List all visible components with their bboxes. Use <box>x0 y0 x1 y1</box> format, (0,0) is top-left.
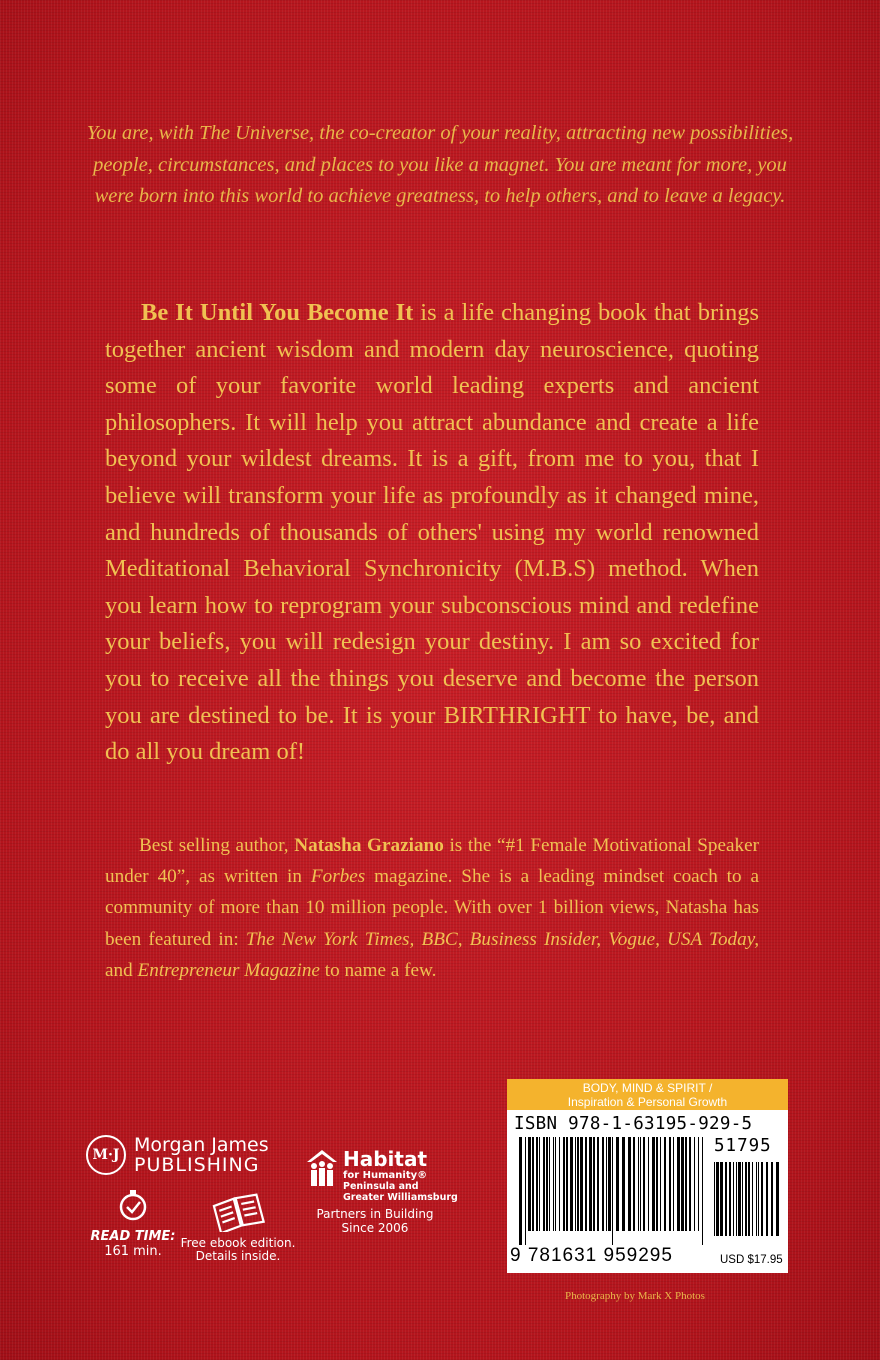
barcode-bar <box>628 1137 631 1231</box>
ebook-icon <box>210 1190 266 1232</box>
habitat-line-3: Peninsula and <box>343 1181 419 1192</box>
stopwatch-icon <box>116 1188 150 1222</box>
barcode-bar <box>546 1137 548 1231</box>
barcode-bar <box>616 1137 619 1231</box>
publisher-logo <box>86 1135 269 1175</box>
habitat-line-2: for Humanity® <box>343 1170 428 1181</box>
author-bio <box>105 830 759 986</box>
addon-number: 51795 <box>714 1136 772 1156</box>
isbn-text: ISBN 978-1-63195-929-5 <box>514 1114 753 1134</box>
barcode-bar <box>597 1137 599 1231</box>
barcode-bar <box>736 1162 737 1236</box>
book-title: Be It Until You Become It <box>141 299 414 326</box>
category-label <box>507 1079 788 1110</box>
publisher-subtitle: PUBLISHING <box>134 1154 260 1176</box>
read-time-badge <box>88 1188 178 1259</box>
barcode-bar <box>729 1162 731 1236</box>
habitat-sub-1: Partners in Building <box>316 1207 434 1221</box>
habitat-house-icon <box>305 1148 339 1188</box>
barcode-bar <box>694 1137 695 1231</box>
barcode-bar <box>664 1137 666 1231</box>
barcode-bar <box>714 1162 715 1236</box>
barcode-bar <box>566 1137 568 1231</box>
barcode-bar <box>570 1137 573 1231</box>
barcode-bar <box>528 1137 531 1231</box>
publisher-monogram: M·J <box>86 1135 126 1175</box>
barcode-bar <box>622 1137 625 1231</box>
ebook-line-2: Details inside. <box>195 1249 281 1263</box>
barcode-bar <box>532 1137 534 1231</box>
ebook-line-1: Free ebook edition. <box>180 1236 296 1250</box>
ebook-badge <box>180 1190 296 1263</box>
barcode-bar <box>771 1162 773 1236</box>
category-line-1: BODY, MIND & SPIRIT / <box>582 1081 713 1095</box>
barcode-bar <box>525 1137 526 1245</box>
habitat-line-4: Greater Williamsburg <box>343 1192 458 1203</box>
barcode-bar <box>640 1137 641 1231</box>
barcode-bar <box>585 1137 587 1231</box>
barcode-bar <box>656 1137 658 1231</box>
read-time-label: READ TIME: <box>90 1229 176 1244</box>
barcode-bar <box>577 1137 579 1231</box>
barcode-bar <box>738 1162 741 1236</box>
isbn-barcode-block <box>507 1079 788 1273</box>
barcode-bar <box>593 1137 595 1231</box>
cover-quote: You are, with The Universe, the co-creator of your reality, attracting new possibilities, people, circumstances, and places to you like a magnet. You are meant for more, you were born into this world to achieve greatness, to help others, and to leave a legacy. <box>86 122 794 207</box>
bio-text-2: is the “#1 Female Motivational Speaker under 40”, as written in <box>105 835 760 888</box>
barcode-bar <box>652 1137 655 1231</box>
barcode-bar <box>673 1137 674 1231</box>
barcode-bar <box>716 1162 719 1236</box>
media-list: The New York Times, BBC, Business Insider, Vogue, USA Today, <box>245 928 759 950</box>
barcode-bar <box>776 1162 779 1236</box>
habitat-name: Habitat <box>343 1147 428 1171</box>
habitat-logo <box>305 1148 465 1235</box>
barcode-bar <box>549 1137 550 1231</box>
barcode-bar <box>589 1137 592 1231</box>
category-line-2: Inspiration & Personal Growth <box>567 1095 728 1109</box>
barcode-bar <box>689 1137 691 1231</box>
barcode-bar <box>580 1137 583 1231</box>
barcode-bar <box>555 1137 556 1231</box>
barcode-bar <box>725 1162 727 1236</box>
barcode-bar <box>752 1162 753 1236</box>
bio-text-1: Best selling author, <box>139 835 295 856</box>
barcode-bar <box>698 1137 699 1231</box>
barcode-bar <box>563 1137 565 1231</box>
habitat-sub-2: Since 2006 <box>341 1221 409 1235</box>
barcode-bar <box>536 1137 538 1231</box>
addon-barcode <box>714 1162 782 1250</box>
barcode-bar <box>756 1162 757 1236</box>
description-text: is a life changing book that brings together ancient wisdom and modern day neuroscience, quoting some of your favorite world leading experts and ancient philosophers. It will help you attract abundance and create a life beyond your wildest dreams. It is a gift, from me to you, that I believe will transform your life as profoundly as it changed mine, and hundreds of thousands of others' using my world renowned Meditational Behavioral Synchronicity (M.B.S) method. When you learn how to reprogram your subconscious mind and redefine your beliefs, you will redesign your destiny. I am so excited for you to receive all the things you deserve and become the person you are destined to be. It is your BIRTHRIGHT to have, be, and do all you dream of! <box>105 299 759 766</box>
barcode-bar <box>758 1162 759 1236</box>
bio-text-4: and <box>105 959 138 981</box>
barcode-bar <box>766 1162 768 1236</box>
barcode-bar <box>559 1137 560 1231</box>
book-description <box>105 295 759 771</box>
barcode-bar <box>648 1137 649 1231</box>
barcode-bar <box>748 1162 750 1236</box>
barcode-bar <box>638 1137 639 1231</box>
barcode-bar <box>612 1137 613 1245</box>
barcode-bar <box>761 1162 763 1236</box>
barcode-bar <box>575 1137 576 1231</box>
barcode-bar <box>543 1137 545 1231</box>
barcode-bar <box>733 1162 734 1236</box>
barcode-bar <box>608 1137 611 1231</box>
forbes-name: Forbes <box>310 866 366 888</box>
barcode-bar <box>553 1137 554 1231</box>
barcode-bar <box>677 1137 680 1231</box>
barcode-bar <box>633 1137 635 1231</box>
photo-credit: Photography by Mark X Photos <box>565 1290 705 1302</box>
barcode-bar <box>681 1137 684 1231</box>
barcode-bar <box>745 1162 747 1236</box>
ean-number: 9 781631 959295 <box>510 1245 673 1266</box>
barcode-bar <box>519 1137 522 1245</box>
barcode-bar <box>643 1137 645 1231</box>
barcode-bar <box>669 1137 671 1231</box>
entrepreneur-name: Entrepreneur Magazine <box>137 959 320 981</box>
barcode-bar <box>702 1137 703 1245</box>
bio-text-3: magazine. She is a leading mindset coach to a community of more than 10 million people. With over 1 billion views, Natasha has been featured in: <box>105 866 760 950</box>
price-text: USD $17.95 <box>720 1254 783 1266</box>
ean-barcode <box>519 1137 707 1245</box>
publisher-name: Morgan James <box>134 1134 269 1156</box>
barcode-bar <box>685 1137 687 1231</box>
barcode-bar <box>602 1137 604 1231</box>
barcode-bar <box>720 1162 723 1236</box>
barcode-bar <box>539 1137 540 1231</box>
barcode-bar <box>606 1137 607 1231</box>
bio-text-5: to name a few. <box>319 959 437 981</box>
barcode-bar <box>742 1162 743 1236</box>
author-name: Natasha Graziano <box>294 835 444 856</box>
read-time-value: 161 min. <box>104 1244 162 1259</box>
barcode-bar <box>660 1137 661 1231</box>
